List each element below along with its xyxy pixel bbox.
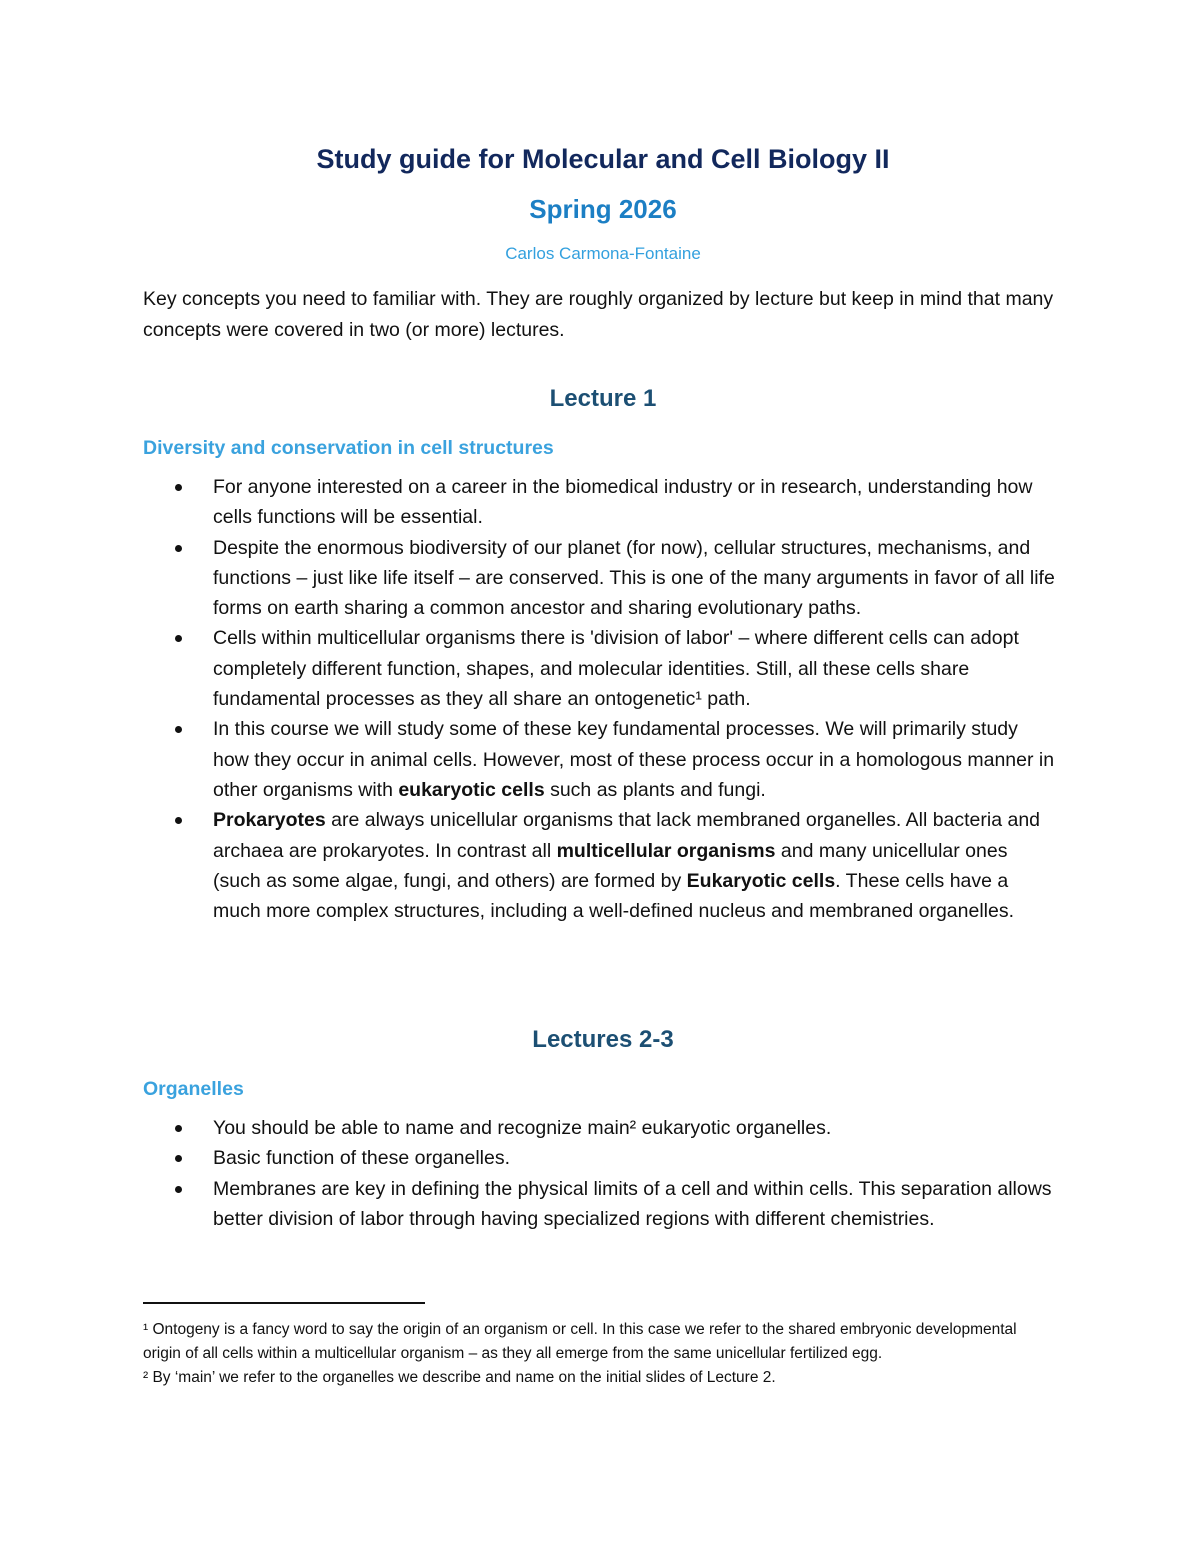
bullet-text: are always unicellular organisms that lack membraned organelles. All bacteria and archaea are prokaryotes. In contrast all [213, 809, 1041, 862]
document-page [143, 0, 1063, 1553]
lecture-1-bullet-list [143, 472, 1058, 926]
bullet-text: For anyone interested on a career in the biomedical industry or in research, understanding how cells functions will be essential. [213, 476, 1033, 529]
bullet-text: such as plants and fungi. [544, 778, 766, 801]
bullet-text: In this course we will study some of these key fundamental processes. We will primarily study how they occur in animal cells. However, most of these process occur in a homologous manner in other organisms with [213, 718, 1055, 801]
lecture-2-3-bullet-list [143, 1113, 1058, 1234]
bullet-text: and many unicellular ones (such as some algae, fungi, and others) are formed by [213, 839, 1008, 892]
list-item [143, 623, 1058, 714]
footnote-2: ² By ‘main’ we refer to the organelles we describe and name on the initial slides of Lecture 2. [143, 1369, 776, 1386]
document-author: Carlos Carmona-Fontaine [505, 244, 701, 263]
list-item [143, 805, 1058, 926]
list-item [143, 1143, 1058, 1173]
list-item [143, 1113, 1058, 1143]
bullet-icon [175, 1155, 182, 1162]
bold-term: eukaryotic cells [398, 778, 545, 801]
intro-paragraph: Key concepts you need to familiar with. They are roughly organized by lecture but keep in mind that many concepts were covered in two (or more) lectures. [143, 288, 1054, 341]
bullet-icon [175, 1186, 182, 1193]
bold-term: multicellular organisms [556, 839, 776, 862]
bullet-icon [175, 635, 182, 642]
lecture-1-heading: Lecture 1 [549, 385, 657, 412]
bullet-icon [175, 817, 182, 824]
lecture-2-3-section-heading: Organelles [143, 1078, 244, 1100]
bullet-text: Cells within multicellular organisms there is 'division of labor' – where different cells can adopt completely different function, shapes, and molecular identities. Still, all these cells share fundamental processes as they all share an ontogenetic¹ path. [213, 627, 1019, 711]
bold-term: Eukaryotic cells [686, 869, 836, 892]
document-term: Spring 2026 [529, 194, 677, 224]
list-item [143, 714, 1058, 805]
lecture-2-3-heading: Lectures 2-3 [532, 1026, 674, 1053]
bullet-text: Despite the enormous biodiversity of our planet (for now), cellular structures, mechanisms, and functions – just like life itself – are conserved. This is one of the many arguments in favor of all life forms on earth sharing a common ancestor and sharing evolutionary paths. [213, 536, 1055, 620]
footnote-1: ¹ Ontogeny is a fancy word to say the origin of an organism or cell. In this case we refer to the shared embryonic developmental origin of all cells within a multicellular organism – as they all emerge from the same unicellular fertilized egg. [143, 1321, 1017, 1362]
document-title: Study guide for Molecular and Cell Biology II [316, 144, 890, 174]
list-item [143, 472, 1058, 533]
bullet-icon [175, 726, 182, 733]
bullet-icon [175, 484, 182, 491]
bullet-text: Basic function of these organelles. [213, 1147, 511, 1170]
bullet-icon [175, 545, 182, 552]
bullet-icon [175, 1125, 182, 1132]
bullet-text: . These cells have a much more complex structures, including a well-defined nucleus and membraned organelles. [213, 869, 1014, 923]
bold-term: Prokaryotes [213, 809, 326, 832]
lecture-1-section-heading: Diversity and conservation in cell structures [143, 437, 554, 459]
list-item [143, 1174, 1058, 1235]
footnote-separator [143, 1302, 425, 1304]
bullet-text: Membranes are key in defining the physical limits of a cell and within cells. This separation allows better division of labor through having specialized regions with different chemistries. [213, 1177, 1052, 1230]
footnotes [143, 1318, 1043, 1390]
list-item [143, 533, 1058, 624]
bullet-text: You should be able to name and recognize main² eukaryotic organelles. [213, 1117, 832, 1139]
